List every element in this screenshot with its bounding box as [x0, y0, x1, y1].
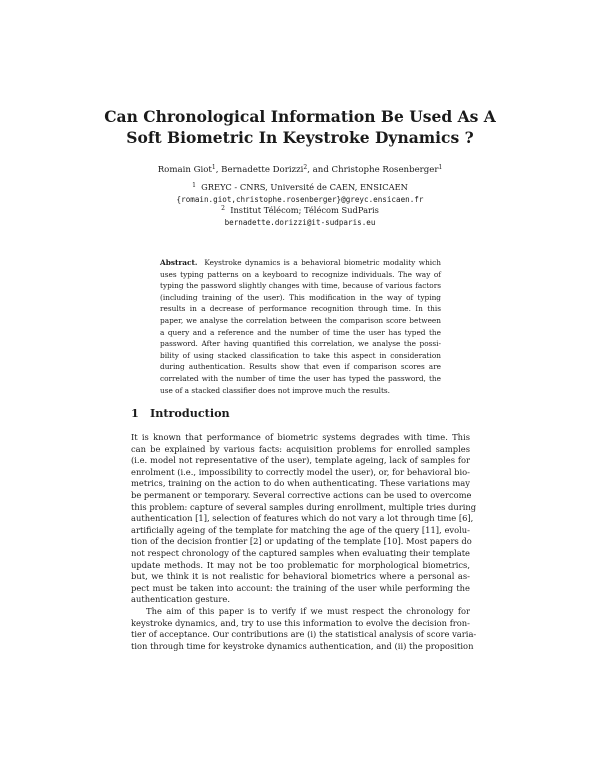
abstract-line: uses typing patterns on a keyboard to recognize individuals. The way of [160, 269, 441, 279]
author-name: , and Christophe Rosenberger [307, 165, 439, 175]
section-title: Introduction [150, 406, 230, 420]
abstract-line: correlated with the number of time the user has typed the password, the [160, 373, 441, 383]
body-line: (i.e. model not representative of the user), template ageing, lack of samples for [131, 455, 470, 466]
affiliation-name: Institut Télécom; Télécom SudParis [230, 205, 379, 216]
abstract-line: (including training of the user). This modification in the way of typing [160, 292, 441, 302]
body-line: authentication [1], selection of features which do not vary a lot through time [6], [131, 513, 474, 524]
abstract-line: paper, we analyse the correlation between the comparison score between [160, 315, 441, 325]
paper-title [0, 106, 600, 148]
affiliations [0, 182, 600, 228]
body-line: tion of the decision frontier [2] or updating of the template [10]. Most papers do [131, 536, 472, 547]
body-line: not respect chronology of the captured samples when evaluating their template [131, 547, 470, 558]
body-line: update methods. It may not be too problematic for morphological biometrics, [131, 559, 470, 570]
body-line: tion through time for keystroke dynamics authentication, and (ii) the proposition [131, 640, 474, 651]
abstract-label: Abstract. [160, 258, 198, 267]
affiliation-email: {romain.giot,christophe.rosenberger}@greyc.ensicaen.fr [176, 194, 424, 204]
body-line: be permanent or temporary. Several corrective actions can be used to overcome [131, 489, 472, 500]
abstract-line: use of a stacked classifier does not improve much the results. [160, 385, 390, 395]
body-line: this problem: capture of several samples during enrollment, multiple tries during [131, 501, 477, 512]
body-line: pect must be taken into account: the training of the user while performing the [131, 582, 470, 593]
body-line: The aim of this paper is to verify if we must respect the chronology for [146, 605, 470, 616]
body-text [131, 432, 477, 652]
author-name: , Bernadette Dorizzi [215, 165, 304, 175]
body-line: but, we think it is not realistic for behavioral biometrics where a personal as- [131, 571, 470, 582]
section-heading [131, 406, 230, 420]
body-line: artificially ageing of the template for matching the age of the query [11], evolu- [131, 524, 470, 535]
abstract-line: typing the password slightly changes with time, because of various factors [160, 281, 441, 291]
abstract-text: Keystroke dynamics is a behavioral biometric modality which [204, 258, 441, 267]
body-line: can be explained by various facts: acquisition problems for enrolled samples [131, 443, 470, 454]
affiliation-mark: 2 [221, 205, 225, 213]
affiliation-1 [0, 182, 600, 194]
affiliation-email: bernadette.dorizzi@it-sudparis.eu [224, 217, 376, 227]
author-list [0, 164, 600, 176]
body-line: enrolment (i.e., impossibility to correctly model the user), or, for behavioral bio- [131, 466, 470, 477]
abstract-line: bility of using stacked classification to take this aspect in consideration [160, 350, 441, 360]
abstract-line: a query and a reference and the number of time the user has typed the [160, 327, 441, 337]
author-affiliation-mark: 1 [438, 164, 443, 171]
title-line: Soft Biometric In Keystroke Dynamics ? [126, 128, 474, 147]
abstract-line: password. After having quantified this correlation, we analyse the possi- [160, 339, 441, 349]
body-line: metrics, training on the action to do when authenticating. These variations may [131, 478, 470, 489]
abstract [160, 257, 441, 396]
body-line: authentication gesture. [131, 594, 230, 605]
body-line: tier of acceptance. Our contributions are (i) the statistical analysis of score varia- [131, 629, 477, 640]
body-line: It is known that performance of biometric systems degrades with time. This [131, 432, 470, 442]
body-line: keystroke dynamics, and, try to use this information to evolve the decision fron- [131, 617, 470, 628]
author-name: Romain Giot [157, 165, 212, 175]
affiliation-name: GREYC - CNRS, Université de CAEN, ENSICAEN [201, 182, 408, 192]
section-number: 1 [131, 406, 139, 420]
author-affiliation-mark: 2 [303, 164, 308, 171]
author-affiliation-mark: 1 [211, 164, 216, 171]
title-line: Can Chronological Information Be Used As A [104, 107, 496, 126]
abstract-line: during authentication. Results show that even if comparison scores are [160, 362, 441, 372]
affiliation-2 [0, 205, 600, 217]
abstract-line: results in a decrease of performance recognition through time. In this [160, 304, 441, 314]
abstract-line [160, 257, 441, 269]
affiliation-mark: 1 [192, 182, 196, 189]
